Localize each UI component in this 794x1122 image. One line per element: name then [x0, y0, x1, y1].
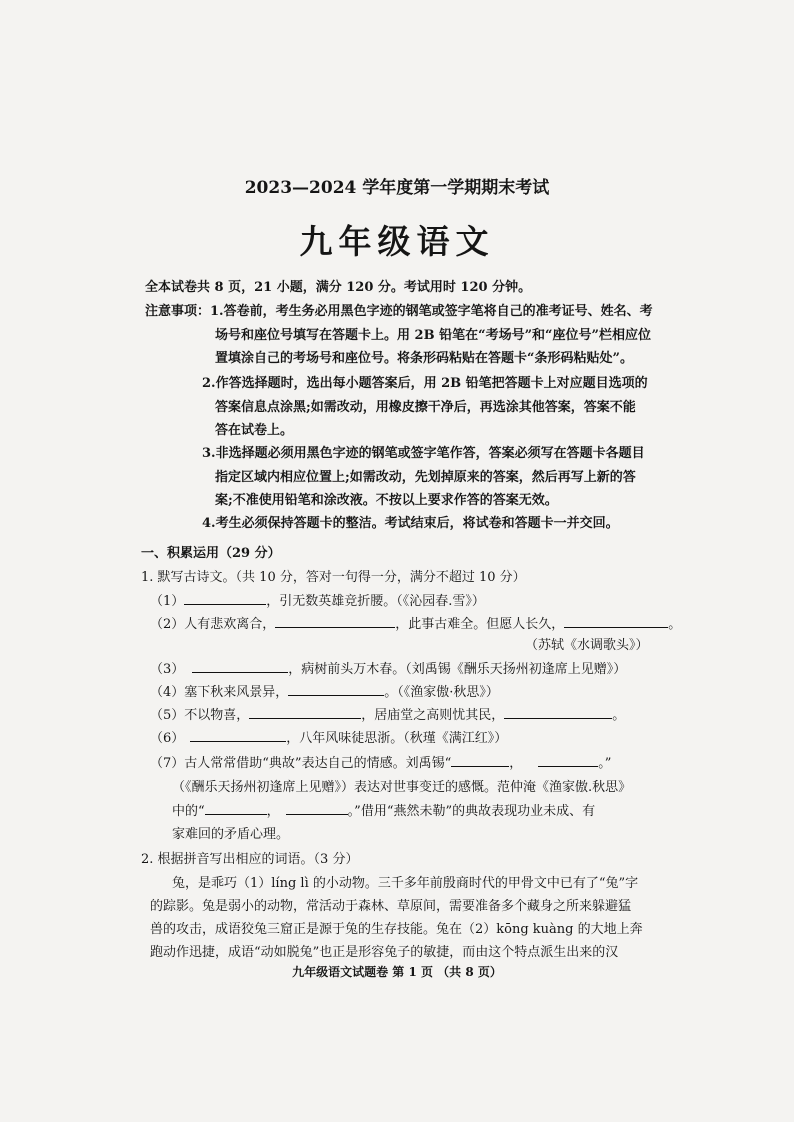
note-1-line-2: 场号和座位号填写在答题卡上。用 2B 铅笔在“考场号”和“座位号”栏相应位	[215, 328, 651, 343]
q2-passage-line-1: 兔，是乖巧（1）líng lì 的小动物。三千多年前殷商时代的甲骨文中已有了“兔”字	[172, 876, 639, 891]
exam-year-line: 2023—2024 学年度第一学期期末考试	[244, 178, 550, 198]
note-2-line-3: 答在试卷上。	[215, 423, 294, 438]
q1-item-7-comma: ，	[509, 756, 523, 771]
notes-label-text: 注意事项：	[145, 304, 211, 319]
q1-item-3-num: （3）	[150, 662, 185, 677]
q1-item-4-a: （4）塞下秋来风景异，	[150, 685, 289, 700]
note-3-line-3: 案;不准使用铅笔和涂改液。不按以上要求作答的答案无效。	[215, 493, 558, 508]
note-1-line-1: 1.答卷前，考生务必用黑色字迹的钢笔或签字笔将自己的准考证号、姓名、考	[210, 304, 653, 319]
note-2-line-2: 答案信息点涂黑;如需改动，用橡皮擦干净后，再选涂其他答案，答案不能	[215, 400, 636, 415]
q1-item-2-a: （2）人有悲欢离合，	[150, 617, 276, 632]
answer-blank[interactable]	[538, 755, 598, 767]
q1-item-7-line-4: 家难回的矛盾心理。	[172, 827, 290, 842]
answer-blank[interactable]	[190, 730, 286, 742]
answer-blank[interactable]	[205, 803, 267, 815]
q1-item-3	[150, 658, 626, 677]
q1-item-7-l3b: 。”借用“燕然未勒”的典故表现功业未成、有	[347, 804, 596, 819]
q1-item-7	[150, 752, 611, 771]
q1-item-4-b: 。（《渔家傲·秋思》）	[384, 685, 499, 700]
q1-item-2-b: ，此事古难全。但愿人长久，	[395, 617, 565, 632]
question-1-stem: 1. 默写古诗文。（共 10 分，答对一句得一分，满分不超过 10 分）	[141, 570, 526, 585]
answer-blank[interactable]	[192, 661, 288, 673]
answer-blank[interactable]	[275, 616, 395, 628]
answer-blank[interactable]	[504, 707, 612, 719]
q1-item-7-l3comma: ，	[266, 804, 280, 819]
answer-blank[interactable]	[288, 684, 384, 696]
q1-item-7-l3a: 中的“	[172, 804, 205, 819]
note-3-line-1: 3.非选择题必须用黑色字迹的钢笔或签字笔作答，答案必须写在答题卡各题目	[202, 446, 645, 461]
q1-item-2-c: 。	[668, 617, 682, 632]
answer-blank[interactable]	[286, 803, 348, 815]
q1-item-5-a: （5）不以物喜，	[150, 708, 250, 723]
q1-item-5-b: ，居庙堂之高则忧其民，	[361, 708, 505, 723]
q2-passage-line-3: 兽的攻击，成语狡兔三窟正是源于兔的生存技能。兔在（2）kōng kuàng 的大地上奔	[150, 922, 643, 937]
q1-item-6-text: ，八年风味徒思浙。（秋瑾《满江红》）	[286, 731, 508, 746]
q1-item-5-c: 。	[612, 708, 626, 723]
exam-info: 全本试卷共 8 页，21 小题，满分 120 分。考试用时 120 分钟。	[145, 280, 532, 295]
answer-blank[interactable]	[564, 616, 668, 628]
q1-item-7-a: （7）古人常常借助“典故”表达自己的情感。刘禹锡“	[150, 756, 452, 771]
section-1-heading: 一、积累运用（29 分）	[141, 546, 281, 561]
note-1-line-3: 置填涂自己的考场号和座位号。将条形码粘贴在答题卡“条形码粘贴处”。	[215, 351, 633, 366]
q1-item-6	[150, 727, 507, 746]
q1-item-4	[150, 681, 499, 700]
q1-item-7-line-2: （《酬乐天扬州初逢席上见赠》）表达对世事变迁的感慨。范仲淹《渔家傲.秋思》	[172, 780, 632, 795]
q2-passage-line-4: 跑动作迅捷，成语“动如脱兔”也正是形容兔子的敏捷，而由这个特点派生出来的汉	[150, 945, 619, 960]
q1-item-2	[150, 613, 681, 632]
q1-item-7-end: 。”	[598, 756, 612, 771]
q1-item-7-line-3	[172, 800, 595, 819]
q2-passage-line-2: 的踪影。兔是弱小的动物，常活动于森林、草原间，需要准备多个藏身之所来躲避猛	[150, 899, 632, 914]
note-2-line-1: 2.作答选择题时，选出每小题答案后，用 2B 铅笔把答题卡上对应题目选项的	[202, 376, 648, 391]
page-footer: 九年级语文试题卷 第 1 页 （共 8 页）	[292, 965, 502, 979]
q1-item-1-num: （1）	[150, 594, 185, 609]
answer-blank[interactable]	[184, 593, 266, 605]
q1-item-6-num: （6）	[150, 731, 185, 746]
answer-blank[interactable]	[451, 755, 509, 767]
q1-item-1-text: ，引无数英雄竞折腰。（《沁园春.雪》）	[266, 594, 485, 609]
exam-title: 九年级语文	[299, 222, 495, 261]
q1-item-3-text: ，病树前头万木春。（刘禹锡《酬乐天扬州初逢席上见赠》）	[288, 662, 627, 677]
notes-label	[145, 300, 653, 319]
note-3-line-2: 指定区域内相应位置上;如需改动，先划掉原来的答案，然后再写上新的答	[215, 470, 636, 485]
question-2-stem: 2. 根据拼音写出相应的词语。（3 分）	[141, 852, 359, 867]
q1-item-2-source: （苏轼《水调歌头》）	[525, 638, 649, 653]
note-4-line-1: 4.考生必须保持答题卡的整洁。考试结束后，将试卷和答题卡一并交回。	[202, 516, 619, 531]
q1-item-5	[150, 704, 625, 723]
q1-item-1	[150, 590, 485, 609]
answer-blank[interactable]	[249, 707, 361, 719]
